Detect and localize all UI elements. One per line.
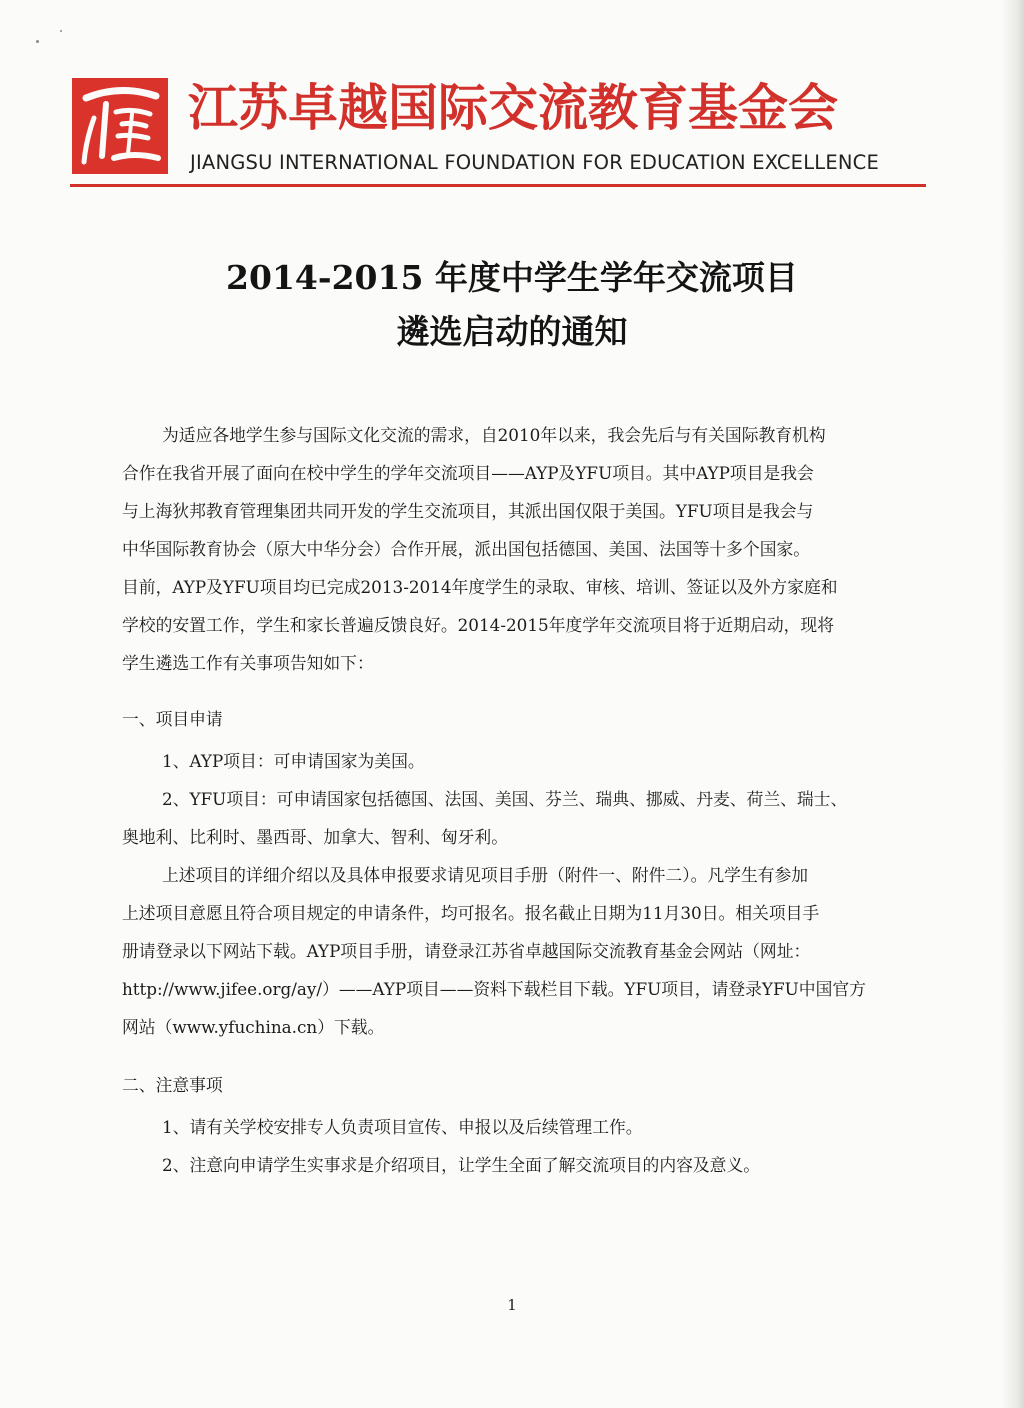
section-heading: 一、项目申请 — [122, 709, 223, 729]
intro-line: 为适应各地学生参与国际文化交流的需求，自2010年以来，我会先后与有关国际教育机构 — [162, 425, 826, 445]
header-divider — [70, 184, 926, 187]
intro-line: 合作在我省开展了面向在校中学生的学年交流项目——AYP及YFU项目。其中AYP项目是我会 — [122, 463, 814, 483]
scan-speck — [60, 30, 62, 32]
foundation-logo — [72, 78, 168, 174]
intro-paragraph — [122, 416, 892, 696]
intro-line: 中华国际教育协会（原大中华分会）合作开展，派出国包括德国、美国、法国等十多个国家。 — [122, 539, 811, 559]
list-item: 2、YFU项目：可申请国家包括德国、法国、美国、芬兰、瑞典、挪威、丹麦、荷兰、瑞士、 — [162, 789, 848, 809]
detail-line: 册请登录以下网站下载。AYP项目手册，请登录江苏省卓越国际交流教育基金会网站（网址： — [122, 941, 811, 961]
list-item: 1、请有关学校安排专人负责项目宣传、申报以及后续管理工作。 — [162, 1117, 643, 1137]
org-name-english: JIANGSU INTERNATIONAL FOUNDATION FOR EDUCATION EXCELLENCE — [190, 151, 879, 174]
scan-edge-shadow — [1002, 0, 1024, 1408]
notice-title-line-2: 遴选启动的通知 — [396, 312, 628, 351]
org-name-chinese: 江苏卓越国际交流教育基金会 — [188, 78, 838, 137]
intro-line: 目前，AYP及YFU项目均已完成2013-2014年度学生的录取、审核、培训、签证以及外方家庭和 — [122, 577, 838, 597]
detail-line: 上述项目意愿且符合项目规定的申请条件，均可报名。报名截止日期为11月30日。相关项目手 — [122, 903, 820, 923]
list-item-continuation: 奥地利、比利时、墨西哥、加拿大、智利、匈牙利。 — [122, 827, 508, 847]
detail-line-with-url: 网站（www.yfuchina.cn）下载。 — [122, 1017, 385, 1037]
section-notes — [122, 1066, 892, 1196]
notice-title-line-1: 2014-2015 年度中学生学年交流项目 — [226, 258, 798, 297]
section-project-application — [122, 700, 892, 1060]
section-heading: 二、注意事项 — [122, 1075, 223, 1095]
intro-line: 与上海狄邦教育管理集团共同开发的学生交流项目，其派出国仅限于美国。YFU项目是我会与 — [122, 501, 814, 521]
detail-line-with-url: http://www.jifee.org/ay/）——AYP项目——资料下载栏目下载。YFU项目，请登录YFU中国官方 — [122, 979, 866, 999]
list-item: 1、AYP项目：可申请国家为美国。 — [162, 751, 425, 771]
page-number: 1 — [507, 1296, 517, 1314]
intro-line: 学生遴选工作有关事项告知如下： — [122, 653, 374, 673]
list-item: 2、注意向申请学生实事求是介绍项目，让学生全面了解交流项目的内容及意义。 — [162, 1155, 761, 1175]
detail-line: 上述项目的详细介绍以及具体申报要求请见项目手册（附件一、附件二）。凡学生有参加 — [162, 865, 809, 885]
scan-speck — [36, 40, 39, 43]
intro-line: 学校的安置工作，学生和家长普遍反馈良好。2014-2015年度学年交流项目将于近期启动，现将 — [122, 615, 834, 635]
